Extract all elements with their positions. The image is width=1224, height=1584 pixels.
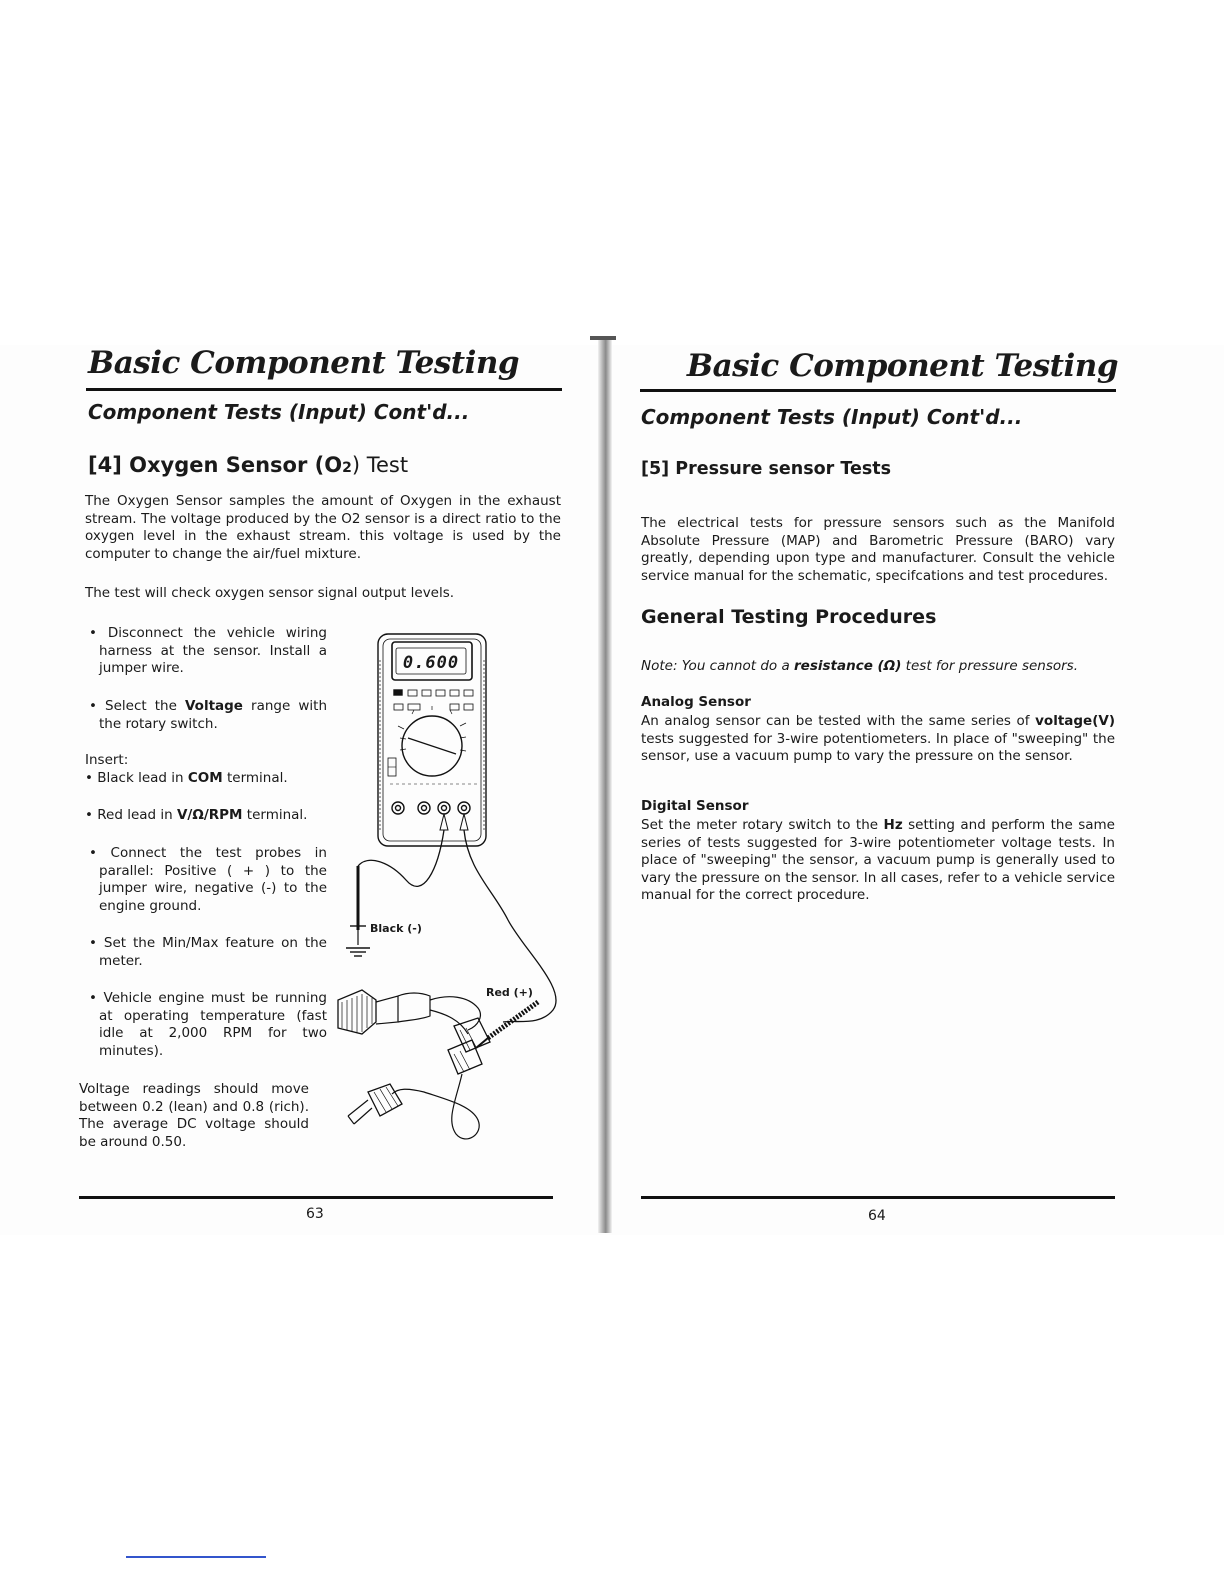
page-title: Basic Component Testing [88,345,520,381]
intro-paragraph: The Oxygen Sensor samples the amount of Oxygen in the exhaust stream. The voltage produced by the O2 sensor is a direct ratio to the oxygen level in the exhaust stream. this voltage is used by the computer to change the air/fuel mixture. [85,493,561,562]
pressure-intro: The electrical tests for pressure sensors such as the Manifold Absolute Pressure (MAP) and Barometric Pressure (BARO) vary greatly, depending upon type and manufacturer. Consult the vehicle service manual for the schematic, specifcations and test procedures. [641,515,1115,584]
bullet-select-voltage [85,698,327,733]
page-title: Basic Component Testing [686,348,1118,384]
section-prefix: [4] Oxygen Sensor (O [88,453,343,477]
resistance-note [641,658,1115,674]
section-subscript: 2 [342,460,352,476]
book-gutter [598,338,612,1233]
analog-sensor-text [641,713,1115,766]
insert-bold-text: V/Ω/RPM [176,807,243,823]
note-text: test for pressure sensors. [901,658,1079,674]
note-text: Note: You cannot do a [641,658,795,674]
analog-text: An analog sensor can be tested with the same series of [641,713,1036,729]
left-page-number: 63 [306,1206,324,1222]
section-suffix: ) Test [351,453,409,477]
bullet-text: • Select the [89,698,185,714]
insert-text: terminal. [222,770,288,786]
black-lead-label: Black (-) [370,922,422,935]
insert-text: terminal. [242,807,308,823]
insert-text: • Black lead in [85,770,188,786]
bullet-bold-text: Voltage [184,698,243,714]
meter-display-reading: 0.600 [402,653,460,673]
bullet-disconnect: • Disconnect the vehicle wiring harness at the sensor. Install a jumper wire. [89,625,327,676]
insert-text: • Red lead in [85,807,177,823]
black-lead [358,830,444,886]
title-rule [640,389,1116,392]
multimeter-drawing [328,630,568,1160]
left-page-footer-rule [79,1196,553,1199]
page-subtitle: Component Tests (Input) Cont'd... [641,405,1023,429]
intro-paragraph-2: The test will check oxygen sensor signal output levels. [85,585,455,601]
gutter-mark [590,336,616,340]
page-subtitle: Component Tests (Input) Cont'd... [88,400,470,424]
bullet-text: range with the rotary switch. [99,698,327,732]
digital-text: Set the meter rotary switch to the [641,817,884,833]
red-lead-label: Red (+) [486,986,533,999]
bullet-engine-running: • Vehicle engine must be running at operating temperature (fast idle at 2,000 RPM for two minutes). [89,990,327,1059]
right-page-footer-rule [641,1196,1115,1199]
digital-sensor-text [641,817,1115,905]
bullet-min-max: • Set the Min/Max feature on the meter. [89,935,327,969]
analog-bold-text: voltage(V) [1035,713,1115,729]
multimeter-illustration [328,630,568,1160]
digital-bold-text: Hz [883,817,903,833]
insert-label: Insert: [85,752,129,768]
digital-text: setting and perform the same series of tests suggested for 3-wire potentiometer voltage tests. In place of "sweeping" the sensor, a vacuum pump is generally used to vary the pressure on the sensor. In all cases, refer to a vehicle service manual for the correct procedure. [641,817,1115,903]
analog-sensor-heading: Analog Sensor [641,694,751,710]
digital-sensor-heading: Digital Sensor [641,798,749,814]
pressure-section-title: [5] Pressure sensor Tests [641,459,892,479]
title-rule [86,388,562,391]
analog-text: tests suggested for 3-wire potentiometers. In place of "sweeping" the sensor, use a vacuum pump to vary the pressure on the sensor. [641,730,1115,764]
section-title [88,453,408,477]
insert-black-lead [85,770,313,788]
bullet-connect-probes: • Connect the test probes in parallel: Positive ( + ) to the jumper wire, negative (-) to the engine ground. [89,845,327,914]
insert-red-lead [85,807,313,825]
bottom-underline-mark [126,1556,266,1558]
closing-paragraph: Voltage readings should move between 0.2 (lean) and 0.8 (rich). The average DC voltage should be around 0.50. [79,1081,309,1150]
insert-bold-text: COM [187,770,223,786]
right-page-number: 64 [868,1208,886,1224]
note-bold-text: resistance (Ω) [794,658,902,674]
general-testing-heading: General Testing Procedures [641,606,937,628]
